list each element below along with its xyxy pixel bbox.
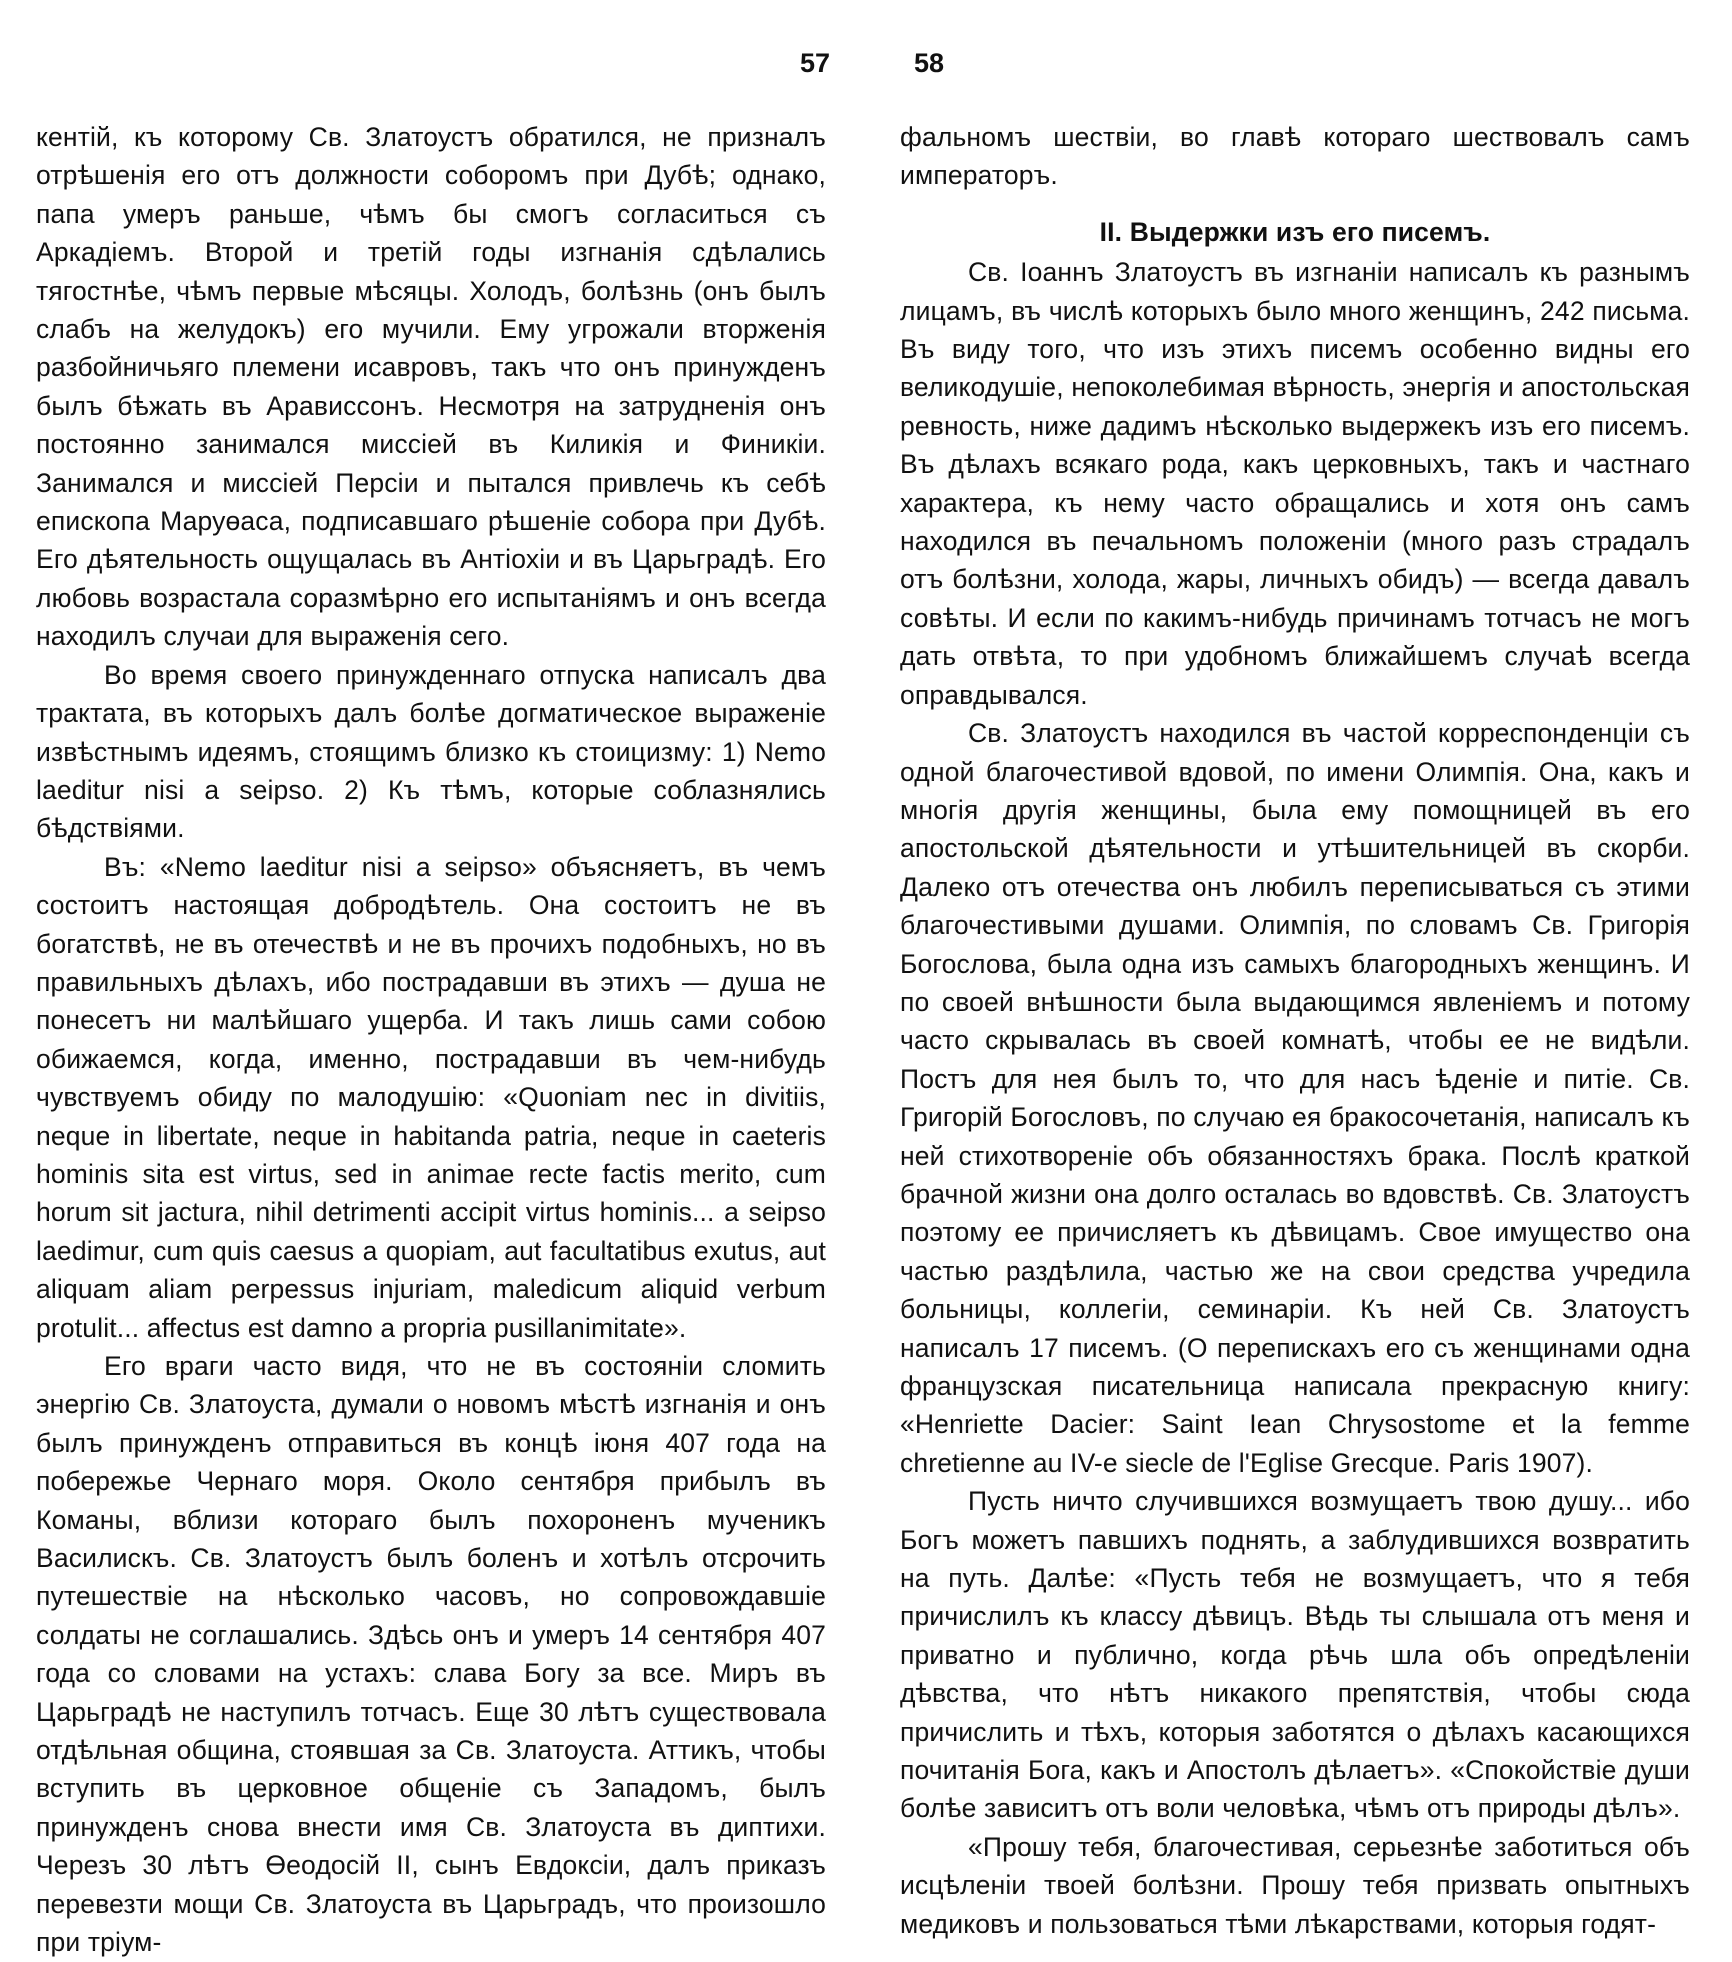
left-page-number: 57 [800,48,831,78]
paragraph: Св. Іоаннъ Златоустъ въ изгнаніи написалъ къ разнымъ лицамъ, въ числѣ которыхъ было много женщинъ, 242 письма. Въ виду того, что изъ этихъ писемъ особенно видны его великодушіе, непоколебимая вѣрность, энергія и апостольская ревность, ниже дадимъ нѣсколько выдержекъ изъ его писемъ. Въ дѣлахъ всякаго рода, какъ церковныхъ, такъ и частнаго характера, къ нему часто обращались и хотя онъ самъ находился въ печальномъ положеніи (много разъ страдалъ отъ болѣзни, холода, жары, личныхъ обидъ) — всегда давалъ совѣты. И если по какимъ-нибудь причинамъ тотчасъ не могъ дать отвѣта, то при удобномъ ближайшемъ случаѣ всегда оправдывался. [900,257,1690,710]
paragraph: «Прошу тебя, благочестивая, серьезнѣе заботиться объ исцѣленіи твоей болѣзни. Прошу тебя призвать опытныхъ медиковъ и пользоваться тѣми лѣкарствами, которыя годят- [900,1831,1690,1939]
left-page-body [36,118,826,1962]
right-page-number: 58 [914,48,945,78]
paragraph: Въ: «Nemo laeditur nisi a seipso» объясняетъ, въ чемъ состоитъ настоящая добродѣтель. Она состоитъ не въ богатствѣ, не въ отечествѣ и не въ прочихъ подобныхъ, но въ правильныхъ дѣлахъ, ибо пострадавши въ этихъ — душа не понесетъ ни малѣйшаго ущерба. И такъ лишь сами собою обижаемся, когда, именно, пострадавши въ чем-нибудь чувствуемъ обиду по малодушію: «Quoniam nec in divitiis, neque in libertate, neque in habitanda patria, neque in caeteris hominis sita est virtus, sed in animae recte factis merito, cum horum sit jactura, nihil detrimenti accipit virtus hominis... a seipso laedimur, cum quis caesus a quopiam, aut facultatibus exutus, aut aliquam aliam perpessus injuriam, maledicum aliquid verbum protulit... affectus est damno a propria pusillanimitate». [36,851,826,1343]
paragraph-continuation: фальномъ шествіи, во главѣ котораго шествовалъ самъ императоръ. [900,122,1690,191]
paragraph: Пусть ничто случившихся возмущаетъ твою душу... ибо Богъ можетъ павшихъ поднять, а заблудившихся возвратить на путь. Далѣе: «Пусть тебя не возмущаетъ, что я тебя причислилъ къ классу дѣвицъ. Вѣдь ты слышала отъ меня и приватно и публично, когда рѣчь шла объ опредѣленіи дѣвства, что нѣтъ никакого препятствія, чтобы сюда причислить и тѣхъ, которыя заботятся о дѣлахъ касающихся почитанія Бога, какъ и Апостолъ дѣлаетъ». «Спокойствіе души болѣе зависитъ отъ воли человѣка, чѣмъ отъ природы дѣлъ». [900,1486,1690,1824]
paragraph: кентій, къ которому Св. Златоустъ обратился, не призналъ отрѣшенія его отъ должности соборомъ при Дубѣ; однако, папа умеръ раньше, чѣмъ бы смогъ согласиться съ Аркадіемъ. Второй и третій годы изгнанія сдѣлались тягостнѣе, чѣмъ первые мѣсяцы. Холодъ, болѣзнь (онъ былъ слабъ на желудокъ) его мучили. Ему угрожали вторженія разбойничьяго племени исавровъ, такъ что онъ принужденъ былъ бѣжать въ Арависсонъ. Несмотря на затрудненія онъ постоянно занимался миссіей въ Киликія и Финикіи. Занимался и миссіей Персіи и пытался привлечь къ себѣ епископа Маруөаса, подписавшаго рѣшеніе собора при Дубѣ. Его дѣятельность ощущалась въ Антіохіи и въ Царьградѣ. Его любовь возрастала соразмѣрно его испытаніямъ и онъ всегда находилъ случаи для выраженія сего. [36,122,826,652]
right-page-body [900,118,1690,1943]
paragraph: Его враги часто видя, что не въ состояніи сломить энергію Св. Златоуста, думали о новомъ мѣстѣ изгнанія и онъ былъ принужденъ отправиться въ концѣ іюня 407 года на побережье Чернаго моря. Около сентября прибылъ въ Команы, вблизи котораго былъ похороненъ мученикъ Василискъ. Св. Златоустъ былъ боленъ и хотѣлъ отсрочить путешествіе на нѣсколько часовъ, но сопровождавшіе солдаты не соглашались. Здѣсь онъ и умеръ 14 сентября 407 года со словами на устахъ: слава Богу за все. Миръ въ Царьградѣ не наступилъ тотчасъ. Еще 30 лѣтъ существовала отдѣльная община, стоявшая за Св. Златоуста. Аттикъ, чтобы вступить въ церковное общеніе съ Западомъ, былъ принужденъ снова внести имя Св. Златоуста въ диптихи. Черезъ 30 лѣтъ Өеодосій II, сынъ Евдоксіи, далъ приказъ перевезти мощи Св. Златоуста въ Царьградъ, что произошло при тріум- [36,1351,826,1958]
paragraph: Во время своего принужденнаго отпуска написалъ два трактата, въ которыхъ далъ болѣе догматическое выраженіе извѣстнымъ идеямъ, стоящимъ близко къ стоицизму: 1) Nemo laeditur nisi a seipso. 2) Къ тѣмъ, которые соблазнялись бѣдствіями. [36,659,826,844]
section-heading: II. Выдержки изъ его писемъ. [1099,216,1491,247]
paragraph: Св. Златоустъ находился въ частой корреспонденціи съ одной благочестивой вдовой, по имени Олимпія. Она, какъ и многія другія женщины, была ему помощницей въ его апостольской дѣятельности и утѣшительницей въ скорби. Далеко отъ отечества онъ любилъ переписываться съ этими благочестивыми душами. Олимпія, по словамъ Св. Григорія Богослова, была одна изъ самыхъ благородныхъ женщинъ. И по своей внѣшности была выдающимся явленіемъ и потому часто скрывалась въ своей комнатѣ, чтобы ее не видѣли. Постъ для нея былъ то, что для насъ ѣденіе и питіе. Св. Григорій Богословъ, по случаю ея бракосочетанія, написалъ къ ней стихотвореніе объ обязанностяхъ брака. Послѣ краткой брачной жизни она долго осталась во вдовствѣ. Св. Златоустъ поэтому ее причисляетъ къ дѣвицамъ. Свое имущество она частью раздѣлила, частью же на свои средства учредила больницы, коллегіи, семинаріи. Къ ней Св. Златоустъ написалъ 17 писемъ. (О перепискахъ его съ женщинами одна французская писательница написала прекрасную книгу: «Henriette Dacier: Saint Iean Chrysostome et la femme chretienne au IV-e siecle de l'Eglise Grecque. Paris 1907). [900,718,1690,1478]
